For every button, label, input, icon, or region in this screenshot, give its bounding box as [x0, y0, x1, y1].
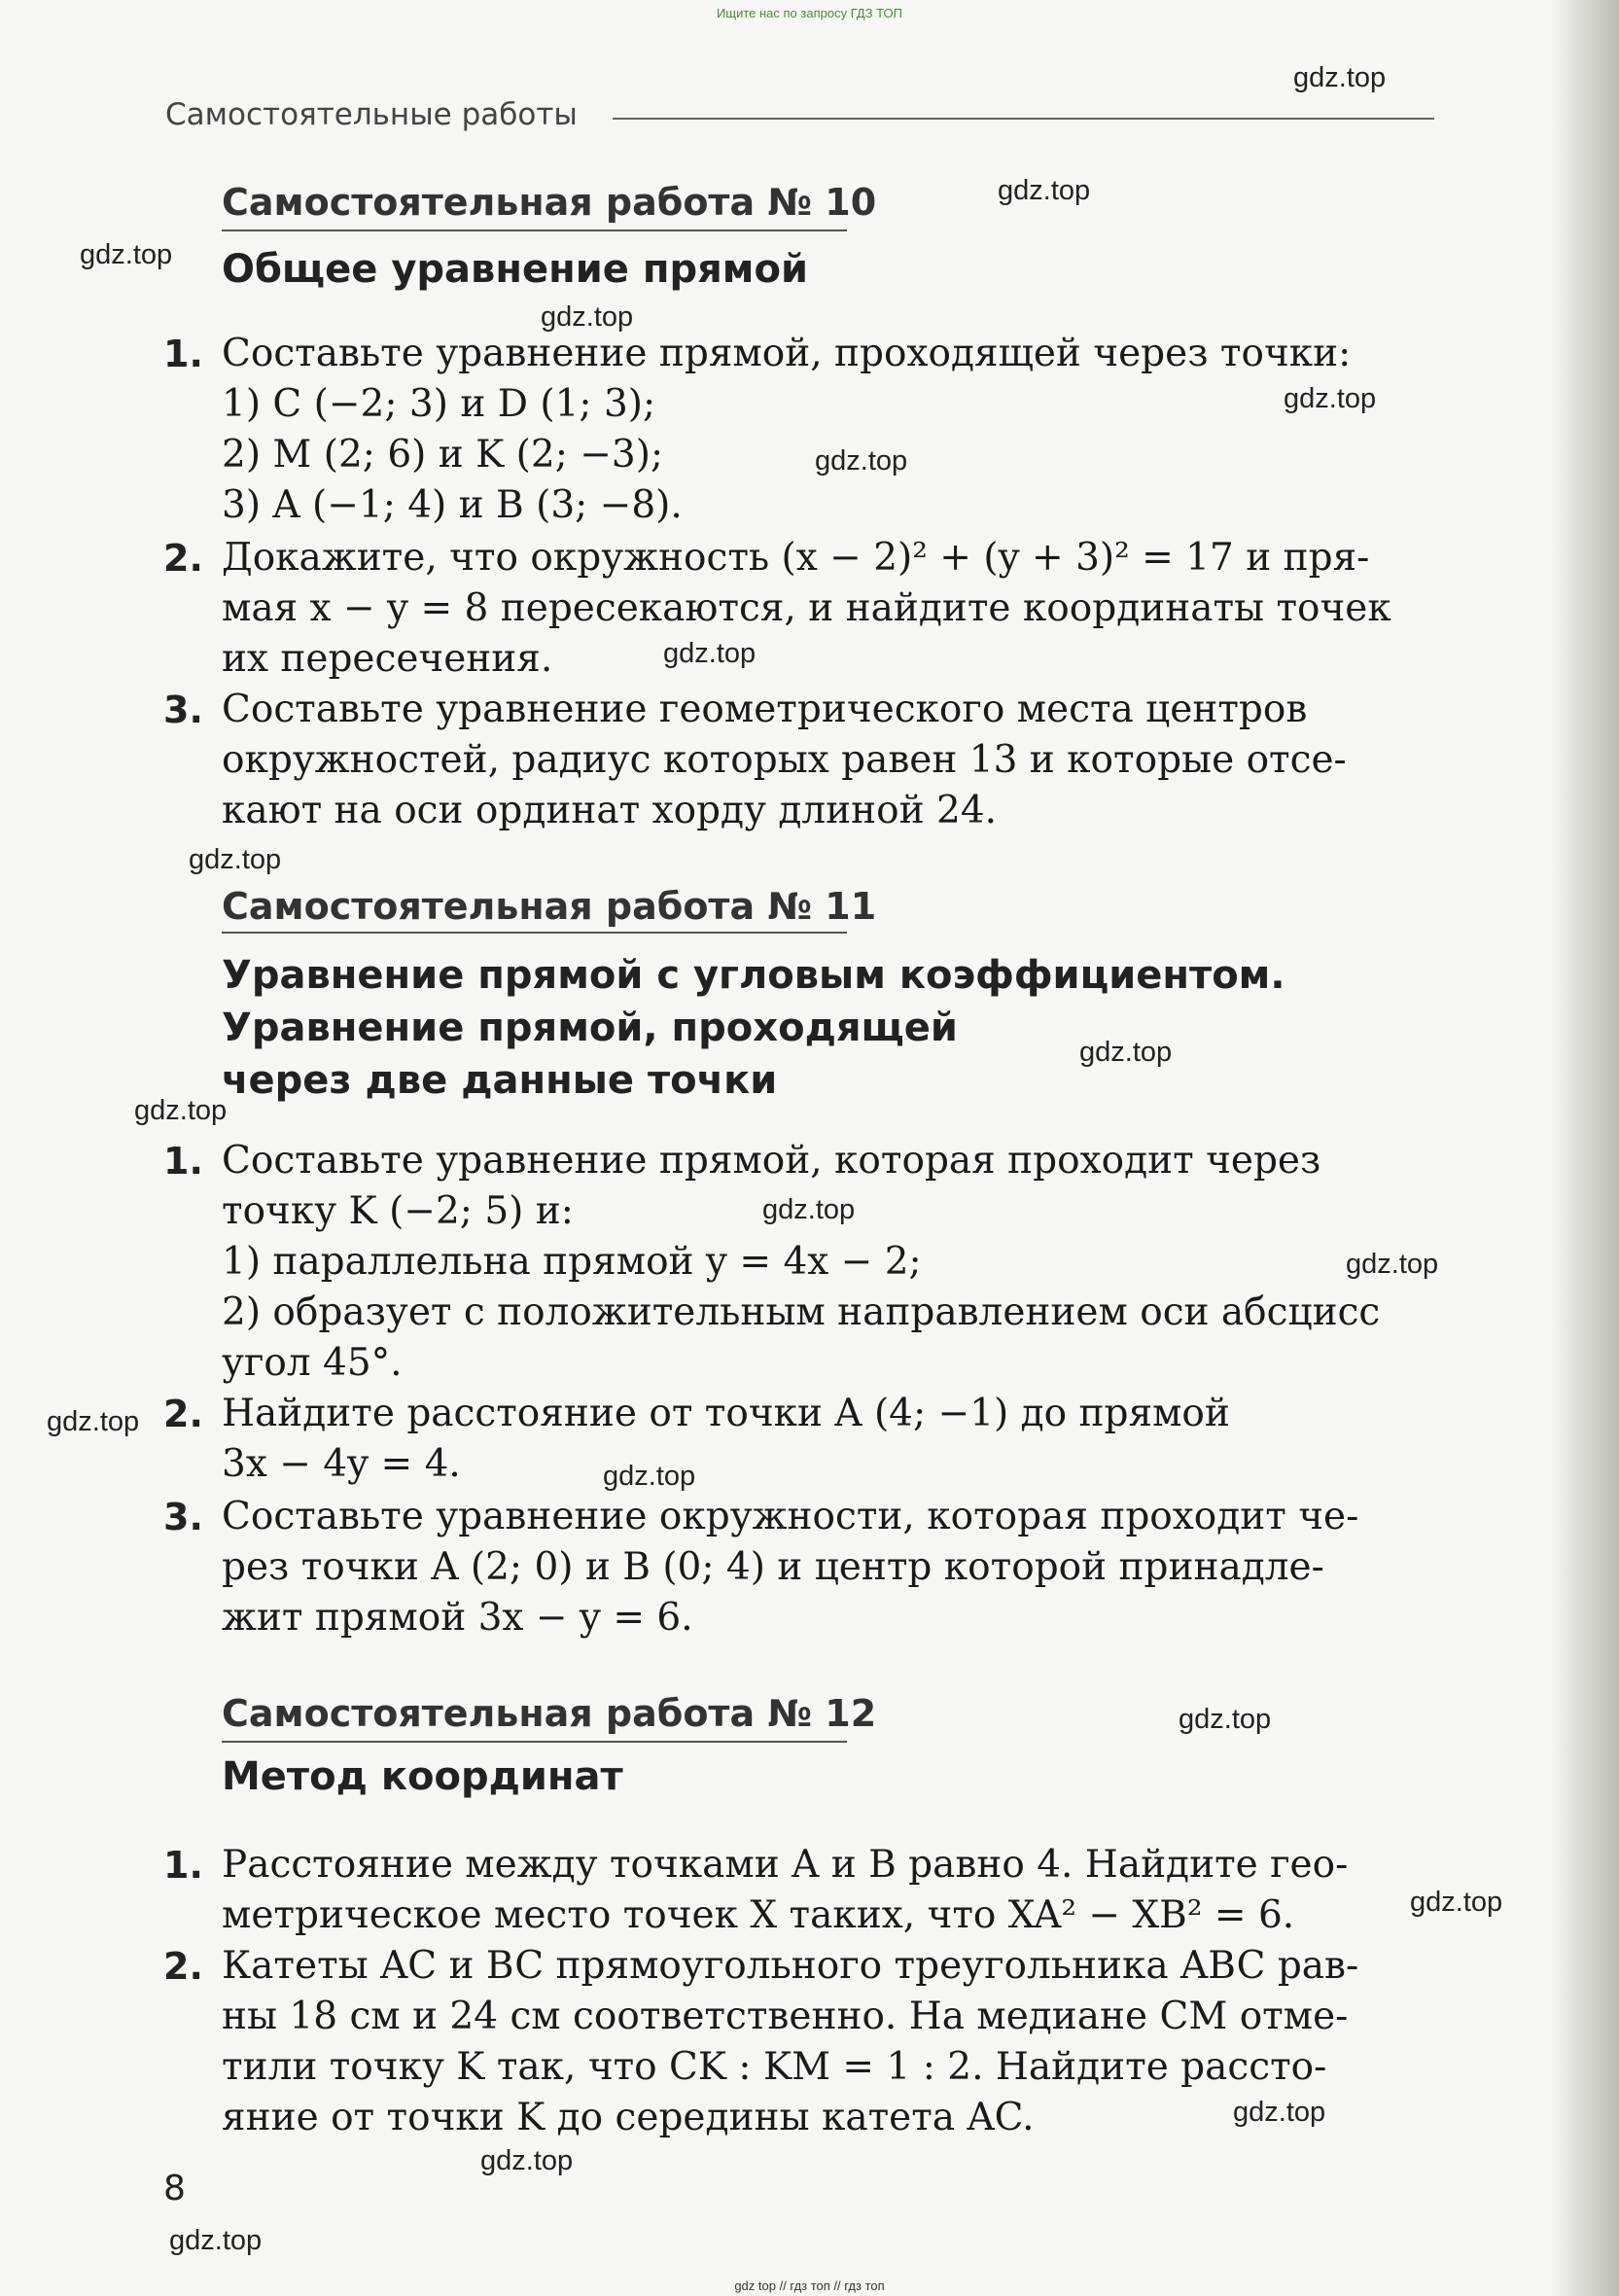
- task-number: 1.: [163, 1844, 203, 1887]
- watermark: gdz.top: [134, 1095, 228, 1126]
- watermark: gdz.top: [1410, 1887, 1503, 1918]
- task-text-line: Составьте уравнение прямой, которая проходит через: [222, 1139, 1321, 1183]
- task-text-line: жит прямой 3x − y = 6.: [222, 1596, 693, 1640]
- watermark: gdz.top: [189, 844, 282, 875]
- page-edge-shadow: [1551, 0, 1619, 2296]
- task-text-line: ны 18 см и 24 см соответственно. На медиане CM отме-: [222, 1995, 1349, 2038]
- top-note: Ищите нас по запросу ГДЗ ТОП: [717, 6, 902, 20]
- task-text-line: Катеты AC и BC прямоугольного треугольника ABC рав-: [222, 1944, 1359, 1988]
- task-text-line: окружностей, радиус которых равен 13 и которые отсе-: [222, 738, 1347, 782]
- section-title: Самостоятельная работа № 12: [222, 1692, 877, 1735]
- watermark: gdz.top: [1284, 383, 1377, 414]
- task-number: 2.: [163, 1945, 203, 1988]
- watermark: gdz.top: [1179, 1704, 1272, 1735]
- section-subtitle: Общее уравнение прямой: [222, 247, 808, 292]
- section-subtitle: через две данные точки: [222, 1058, 778, 1103]
- watermark: gdz.top: [169, 2225, 263, 2256]
- watermark: gdz.top: [663, 638, 757, 669]
- task-number: 3.: [163, 689, 203, 731]
- watermark: gdz.top: [480, 2145, 574, 2176]
- bottom-note: gdz top // гдз топ // гдз топ: [734, 2278, 885, 2293]
- task-text-line: мая x − y = 8 пересекаются, и найдите координаты точек: [222, 586, 1391, 630]
- section-title-rule: [222, 932, 847, 934]
- task-text-line: Докажите, что окружность (x − 2)² + (y + 3)² = 17 и пря-: [222, 536, 1370, 580]
- watermark: gdz.top: [1079, 1037, 1173, 1068]
- task-number: 1.: [163, 333, 203, 375]
- task-text-line: кают на оси ординат хорду длиной 24.: [222, 789, 998, 832]
- task-text-line: их пересечения.: [222, 637, 553, 681]
- task-text-line: рез точки A (2; 0) и B (0; 4) и центр которой принадле-: [222, 1545, 1324, 1589]
- section-title: Самостоятельная работа № 11: [222, 885, 877, 928]
- task-number: 2.: [163, 537, 203, 580]
- task-text-line: точку K (−2; 5) и:: [222, 1189, 574, 1233]
- section-title-rule: [222, 230, 847, 231]
- task-text-line: Составьте уравнение прямой, проходящей через точки:: [222, 332, 1352, 375]
- task-number: 1.: [163, 1140, 203, 1183]
- section-title-rule: [222, 1741, 847, 1743]
- task-text-line: 2) образует с положительным направлением оси абсцисс: [222, 1290, 1381, 1334]
- section-subtitle: Метод координат: [222, 1754, 623, 1799]
- watermark: gdz.top: [541, 301, 634, 333]
- task-text-line: угол 45°.: [222, 1341, 403, 1385]
- running-head: Самостоятельные работы: [165, 97, 578, 132]
- running-head-rule: [613, 118, 1434, 120]
- task-text-line: Составьте уравнение окружности, которая проходит че-: [222, 1495, 1359, 1538]
- watermark: gdz.top: [1233, 2097, 1326, 2128]
- task-text-line: Найдите расстояние от точки A (4; −1) до прямой: [222, 1392, 1230, 1435]
- task-text-line: метрическое место точек X таких, что XA² − XB² = 6.: [222, 1893, 1295, 1937]
- watermark: gdz.top: [1293, 62, 1387, 93]
- section-subtitle: Уравнение прямой, проходящей: [222, 1006, 958, 1050]
- section-title: Самостоятельная работа № 10: [222, 181, 877, 224]
- watermark: gdz.top: [603, 1461, 696, 1492]
- task-number: 3.: [163, 1496, 203, 1538]
- watermark: gdz.top: [762, 1194, 856, 1225]
- task-text-line: 2) M (2; 6) и K (2; −3);: [222, 433, 664, 477]
- task-text-line: 3x − 4y = 4.: [222, 1442, 461, 1486]
- section-subtitle: Уравнение прямой с угловым коэффициентом.: [222, 953, 1285, 998]
- task-text-line: Составьте уравнение геометрического места центров: [222, 688, 1308, 731]
- watermark: gdz.top: [1346, 1249, 1439, 1280]
- watermark: gdz.top: [998, 175, 1091, 206]
- page-number: 8: [163, 2169, 186, 2208]
- task-number: 2.: [163, 1393, 203, 1435]
- task-text-line: 3) A (−1; 4) и B (3; −8).: [222, 483, 683, 527]
- watermark: gdz.top: [815, 445, 908, 477]
- task-text-line: Расстояние между точками A и B равно 4. Найдите гео-: [222, 1843, 1349, 1887]
- task-text-line: 1) параллельна прямой y = 4x − 2;: [222, 1240, 922, 1284]
- watermark: gdz.top: [80, 239, 173, 270]
- watermark: gdz.top: [47, 1406, 140, 1437]
- task-text-line: яние от точки K до середины катета AC.: [222, 2096, 1035, 2139]
- task-text-line: 1) C (−2; 3) и D (1; 3);: [222, 382, 656, 426]
- task-text-line: тили точку K так, что CK : KM = 1 : 2. Найдите рассто-: [222, 2045, 1327, 2089]
